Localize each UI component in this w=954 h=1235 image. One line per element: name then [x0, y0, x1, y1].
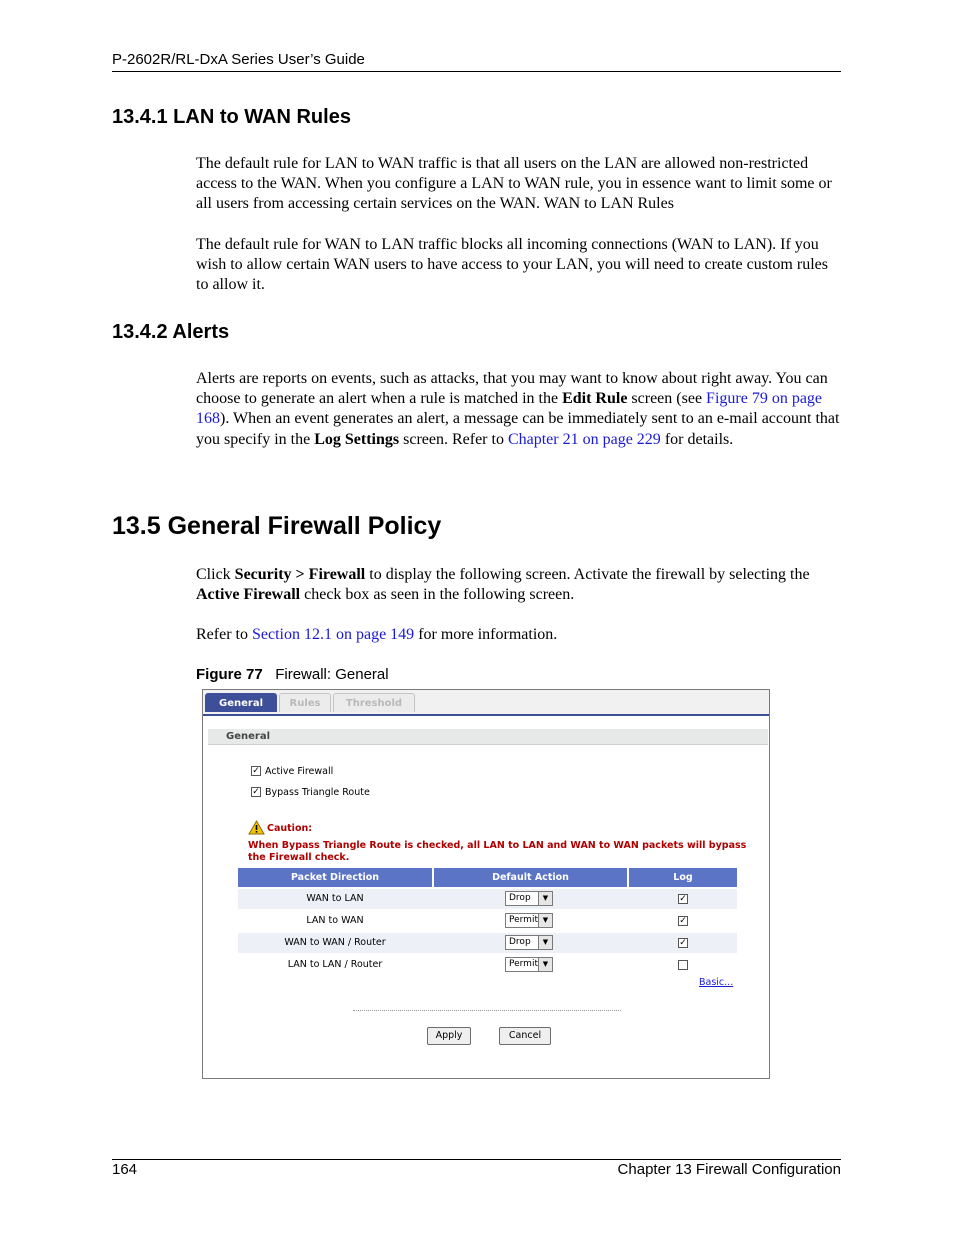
heading-alerts: 13.4.2 Alerts — [112, 321, 230, 343]
default-action-select[interactable]: Permit ▼ — [505, 957, 553, 972]
log-checkbox[interactable]: ✓ — [679, 938, 687, 948]
bold-log-settings: Log Settings — [314, 430, 400, 448]
link-figure-79[interactable]: Figure 79 on page 168 — [196, 390, 823, 428]
bypass-triangle-route-checkbox[interactable]: ✓ — [252, 787, 260, 797]
heading-general-firewall-policy: 13.5 General Firewall Policy — [112, 512, 442, 540]
warning-icon — [248, 820, 265, 835]
figure-caption: Figure 77 Firewall: General — [196, 666, 389, 683]
packet-direction: WAN to WAN / Router — [284, 937, 386, 948]
log-checkbox[interactable] — [678, 960, 688, 970]
link-section-12-1[interactable]: Section 12.1 on page 149 — [251, 626, 415, 643]
default-action-select[interactable]: Permit ▼ — [505, 913, 553, 928]
paragraph-wan-to-lan: The default rule for WAN to LAN traffic blocks all incoming connections (WAN to LAN). If you wish to allow certain WAN users to have access to your LAN, you will need to create custom rules to allow it. — [196, 236, 828, 294]
chevron-down-icon: ▼ — [538, 958, 552, 971]
tab-general[interactable]: General — [205, 693, 277, 712]
default-action-select[interactable]: Drop ▼ — [505, 891, 553, 906]
packet-direction: WAN to LAN — [306, 893, 364, 904]
divider — [353, 1010, 621, 1011]
header-packet-direction: Packet Direction — [238, 868, 432, 887]
guide-title: P-2602R/RL-DxA Series User’s Guide — [112, 51, 365, 68]
chapter-title: Chapter 13 Firewall Configuration — [617, 1161, 841, 1178]
bold-edit-rule: Edit Rule — [562, 390, 628, 408]
paragraph-click-security: Click Security > Firewall to display the following screen. Activate the firewall by selecting the Active Firewall check box as seen in the following screen. — [196, 566, 810, 604]
chevron-down-icon: ▼ — [538, 914, 552, 927]
cancel-button[interactable]: Cancel — [499, 1027, 551, 1045]
chevron-down-icon: ▼ — [538, 936, 552, 949]
active-firewall-label: Active Firewall — [265, 766, 334, 777]
caution-title: Caution: — [267, 823, 313, 834]
heading-lan-to-wan: 13.4.1 LAN to WAN Rules — [112, 106, 351, 128]
tab-bar — [203, 690, 769, 716]
chevron-down-icon: ▼ — [538, 892, 552, 905]
table-row — [238, 911, 737, 931]
paragraph-alerts: Alerts are reports on events, such as attacks, that you may want to know about right away. You can choose to generate an alert when a rule is matched in the Edit Rule screen (see Figure 79 on page 168). When an event generates an alert, a message can be immediately sent to an e-mail account that you specify in the Log Settings screen. Refer to Chapter 21 on page 229 for details. — [196, 370, 840, 448]
footer-rule — [112, 1159, 841, 1160]
bold-active-firewall: Active Firewall — [196, 586, 301, 604]
basic-link[interactable]: Basic... — [699, 977, 734, 988]
packet-direction: LAN to LAN / Router — [287, 959, 383, 970]
header-log: Log — [629, 868, 737, 887]
default-action-select[interactable]: Drop ▼ — [505, 935, 553, 950]
header-default-action: Default Action — [434, 868, 627, 887]
link-chapter-21[interactable]: Chapter 21 on page 229 — [507, 430, 661, 448]
page-number: 164 — [112, 1161, 138, 1178]
table-row — [238, 889, 737, 909]
active-firewall-checkbox[interactable]: ✓ — [252, 766, 260, 776]
log-checkbox[interactable]: ✓ — [679, 894, 687, 904]
bypass-triangle-route-label: Bypass Triangle Route — [265, 787, 370, 798]
firewall-general-screenshot — [202, 689, 770, 1079]
packet-direction: LAN to WAN — [306, 915, 364, 926]
apply-button[interactable]: Apply — [427, 1027, 471, 1045]
paragraph-refer-section: Refer to Section 12.1 on page 149 for more information. — [196, 626, 558, 643]
caution-text: When Bypass Triangle Route is checked, all LAN to LAN and WAN to WAN packets will bypass the Firewall check. — [248, 840, 747, 863]
table-row — [238, 955, 737, 975]
log-checkbox[interactable]: ✓ — [679, 916, 687, 926]
paragraph-lan-to-wan: The default rule for LAN to WAN traffic is that all users on the LAN are allowed non-restricted access to the WAN. When you configure a LAN to WAN rule, you in essence want to limit some or all users from accessing certain services on the WAN. WAN to LAN Rules — [196, 155, 832, 213]
tab-threshold[interactable]: Threshold — [333, 693, 415, 712]
section-title-general: General — [208, 729, 768, 745]
bold-security-firewall: Security > Firewall — [234, 566, 366, 583]
header-rule — [112, 71, 841, 72]
table-row — [238, 933, 737, 953]
tab-rules[interactable]: Rules — [279, 693, 331, 712]
